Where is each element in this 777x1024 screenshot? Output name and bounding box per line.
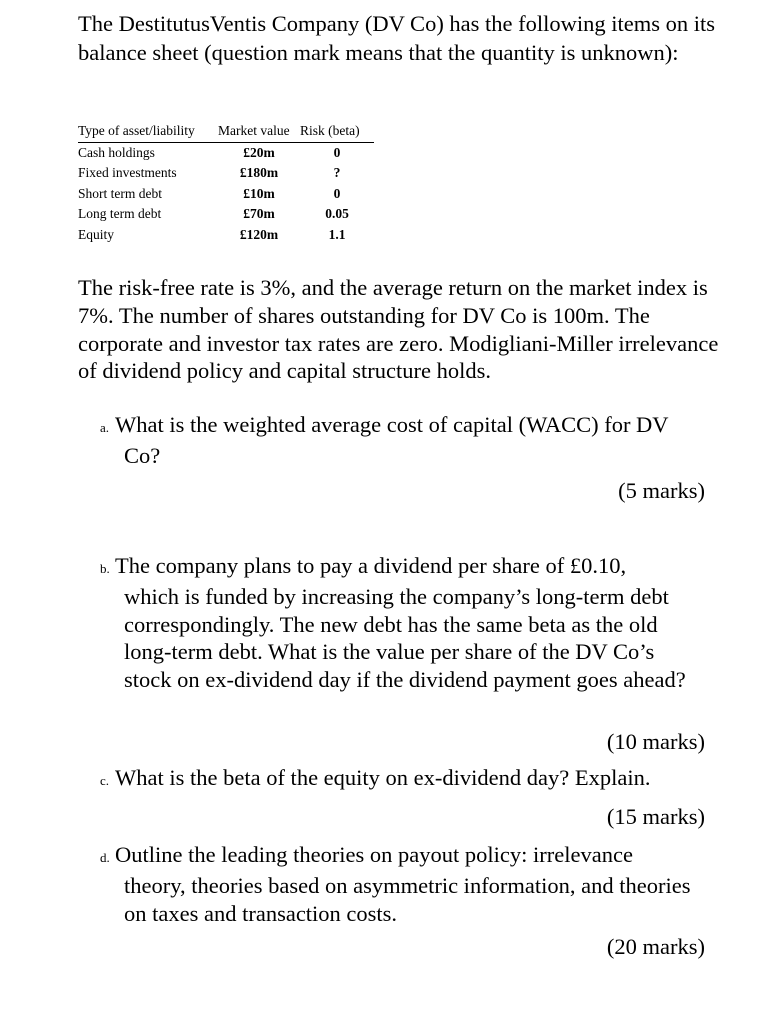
row-type: Short term debt	[78, 185, 162, 201]
question-text-first: The company plans to pay a dividend per share of £0.10,	[115, 553, 627, 578]
row-beta: 0	[333, 185, 341, 201]
row-beta: 0.05	[325, 206, 349, 221]
question-text-rest: Co?	[124, 442, 161, 468]
question-b	[100, 552, 700, 694]
row-value: £70m	[243, 206, 275, 221]
question-letter: b.	[100, 561, 110, 576]
table-header-row	[78, 121, 374, 142]
row-type: Equity	[78, 226, 114, 242]
header-type: Type of asset/liability	[78, 121, 218, 142]
question-d	[100, 841, 700, 927]
marks-c: (15 marks)	[606, 804, 705, 829]
question-letter: a.	[100, 420, 110, 435]
balance-sheet-table	[78, 121, 374, 245]
question-letter: c.	[100, 773, 110, 788]
question-text-first: What is the weighted average cost of capital (WACC) for DV	[115, 412, 669, 437]
question-letter: d.	[100, 850, 110, 865]
row-beta: ?	[333, 165, 341, 180]
row-value: £120m	[239, 226, 279, 242]
row-type: Cash holdings	[78, 144, 155, 160]
question-text-first: Outline the leading theories on payout policy: irrelevance	[115, 842, 633, 867]
table-row	[78, 184, 374, 205]
header-risk-beta: Risk (beta)	[300, 121, 374, 142]
intro-paragraph: The DestitutusVentis Company (DV Co) has the following items on its balance sheet (question mark means that the quantity is unknown):	[78, 11, 716, 65]
question-a	[100, 411, 700, 470]
table-row	[78, 163, 374, 184]
assumptions-paragraph: The risk-free rate is 3%, and the average return on the market index is 7%. The number of shares outstanding for DV Co is 100m. The corporate and investor tax rates are zero. Modigliani-Miller irrelevance of dividend policy and capital structure holds.	[78, 275, 719, 384]
question-c	[100, 764, 700, 795]
question-text-rest: theory, theories based on asymmetric information, and theories on taxes and transaction costs.	[124, 872, 691, 926]
marks-a: (5 marks)	[618, 478, 705, 503]
row-value: £10m	[243, 185, 275, 201]
table-row	[78, 142, 374, 163]
question-text-first: What is the beta of the equity on ex-dividend day? Explain.	[115, 765, 651, 790]
table-row	[78, 204, 374, 225]
header-market-value: Market value	[218, 121, 300, 142]
table-row	[78, 225, 374, 246]
row-beta: 1.1	[328, 226, 346, 242]
row-type: Long term debt	[78, 206, 162, 221]
marks-b: (10 marks)	[606, 729, 705, 754]
row-value: £20m	[243, 144, 275, 160]
row-type: Fixed investments	[78, 165, 177, 180]
row-beta: 0	[333, 144, 341, 160]
question-text-rest: which is funded by increasing the company’s long-term debt correspondingly. The new debt has the same beta as the old long-term debt. What is the value per share of the DV Co’s stock on ex-dividend day if the dividend payment goes ahead?	[124, 583, 686, 693]
marks-d: (20 marks)	[606, 934, 705, 959]
row-value: £180m	[239, 165, 279, 180]
